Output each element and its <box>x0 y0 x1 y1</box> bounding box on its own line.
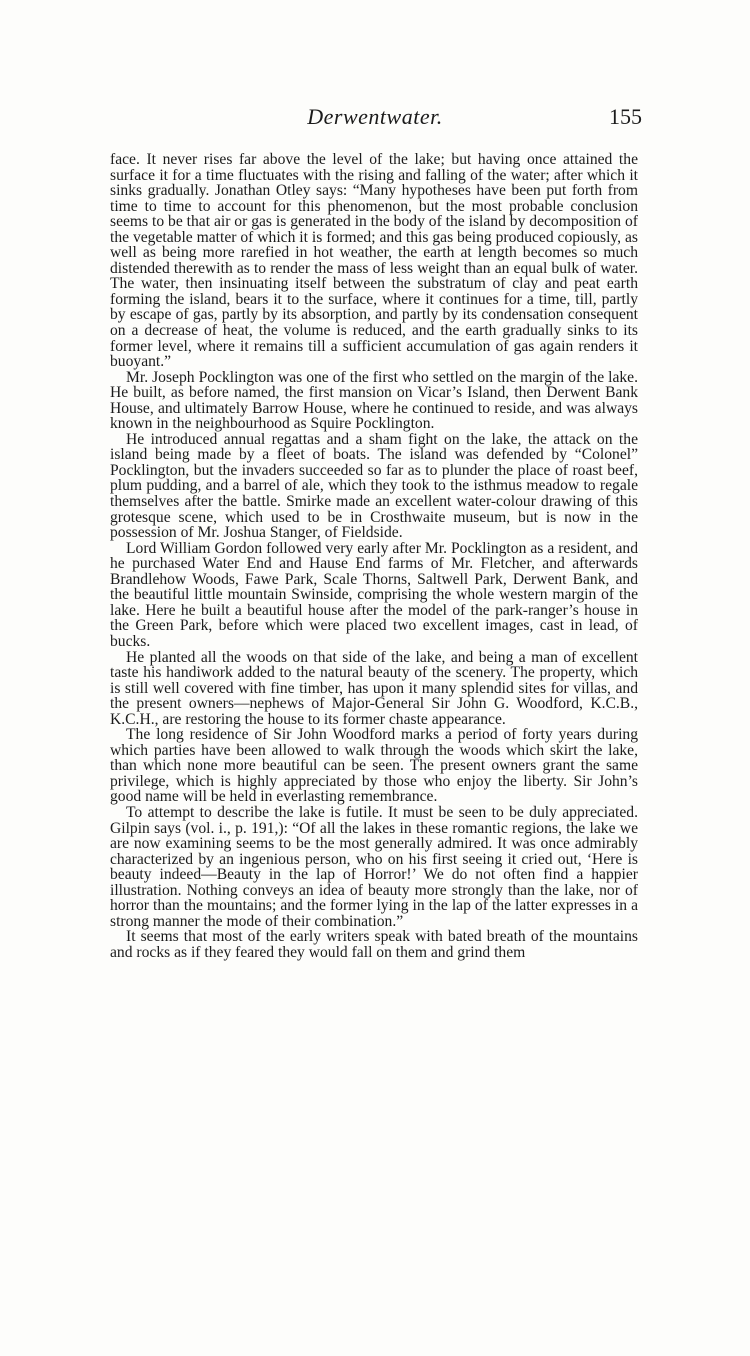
paragraph-pocklington: Mr. Joseph Pocklington was one of the first who settled on the margin of the lake. He built, as before named, the first mansion on Vicar’s Island, then Derwent Bank House, and ultimately Barrow House, where he continued to reside, and was always known in the neighbourhood as Squire Pocklington. <box>110 368 638 433</box>
paragraph-describe-lake: To attempt to describe the lake is futile. It must be seen to be duly appreciated. Gilpin says (vol. i., p. 191,): “Of all the lakes in these romantic regions, the lake we are now examining seems to be the most generally admired. It was once admirably characterized by an ingenious person, who on his first seeing it cried out, ‘Here is beauty indeed—Beauty in the lap of Horror!’ We do not often find a happier illustration. Nothing conveys an idea of beauty more strongly than the lake, nor of horror than the mountains; and the former lying in the lap of the latter expresses in a strong manner the mode of their combination.” <box>110 803 638 930</box>
paragraph-island-continued: face. It never rises far above the level of the lake; but having once attained the surface it for a time fluctuates with the rising and falling of the water; after which it sinks gradually. Jonathan Otley says: “Many hypotheses have been put forth from time to time to account for this phenomenon, but the most probable conclusion seems to be that air or gas is generated in the body of the island by decomposition of the vegetable matter of which it is formed; and this gas being produced copiously, as well as being more rarefied in hot weather, the earth at length becomes so much distended therewith as to render the mass of less weight than an equal bulk of water. The water, then insinuating itself between the substratum of clay and peat earth forming the island, bears it to the surface, where it continues for a time, till, partly by escape of gas, partly by its absorption, and partly by its condensation consequent on a decrease of heat, the volume is reduced, and the earth gradually sinks to its former level, where it remains till a sufficient accumulation of gas again renders it buoyant.” <box>110 151 638 371</box>
paragraph-lord-gordon: Lord William Gordon followed very early after Mr. Pocklington as a resident, and he purchased Water End and Hause End farms of Mr. Fletcher, and afterwards Brandlehow Woods, Fawe Park, Scale Thorns, Saltwell Park, Derwent Bank, and the beautiful little mountain Swinside, comprising the whole western margin of the lake. Here he built a beautiful house after the model of the park-ranger’s house in the Green Park, before which were placed two excellent images, cast in lead, of bucks. <box>110 539 638 650</box>
running-head <box>0 104 750 138</box>
paragraph-regattas: He introduced annual regattas and a sham fight on the lake, the attack on the island being made by a fleet of boats. The island was defended by “Colonel” Pocklington, but the invaders succeeded so far as to plunder the place of roast beef, plum pudding, and a barrel of ale, which they took to the isthmus meadow to regale themselves after the battle. Smirke made an excellent water-colour drawing of this grotesque scene, which used to be in Crosthwaite museum, but is now in the possession of Mr. Joshua Stanger, of Fieldside. <box>110 430 638 542</box>
body-text <box>110 152 638 960</box>
paragraph-early-writers: It seems that most of the early writers speak with bated breath of the mountains and rocks as if they feared they would fall on them and grind them <box>110 928 638 961</box>
paragraph-woods: He planted all the woods on that side of the lake, and being a man of excellent taste his handiwork added to the natural beauty of the scenery. The property, which is still well covered with fine timber, has upon it many splendid sites for villas, and the present owners—nephews of Major-General Sir John G. Woodford, K.C.B., K.C.H., are restoring the house to its former chaste appearance. <box>110 648 638 728</box>
running-title: Derwentwater. <box>307 104 443 129</box>
paragraph-woodford: The long residence of Sir John Woodford marks a period of forty years during which parties have been allowed to walk through the woods which skirt the lake, than which none more beautiful can be seen. The present owners grant the same privilege, which is highly appreciated by those who enjoy the liberty. Sir John’s good name will be held in everlasting remembrance. <box>110 726 638 806</box>
page-number: 155 <box>609 104 642 129</box>
